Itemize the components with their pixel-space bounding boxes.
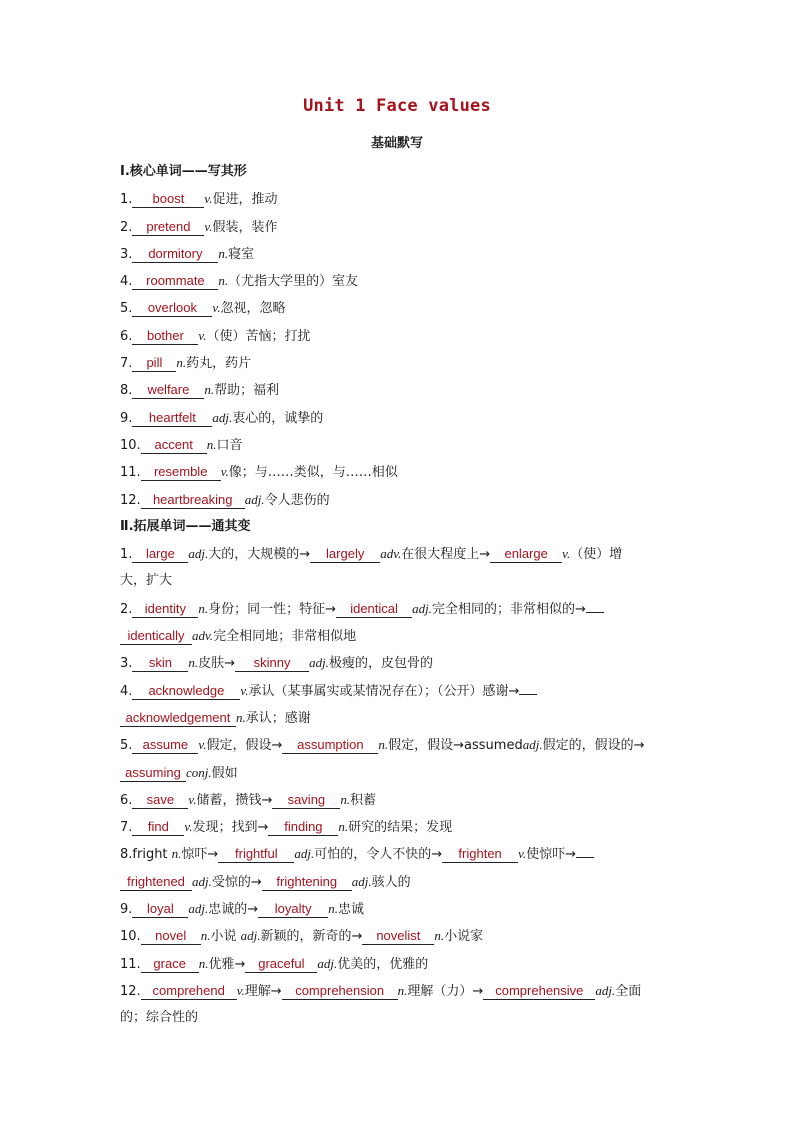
meaning: 皮肤→ [198,656,236,672]
answer-blank: roommate [132,273,218,290]
part-of-speech: adv. [380,546,402,562]
part-of-speech: v. [204,218,213,234]
core-word-item [120,213,680,240]
core-word-item [120,404,680,431]
extended-word-item [120,540,680,567]
answer-blank: frightful [218,846,294,863]
meaning: 小说家 [444,929,484,945]
extended-word-item [120,595,680,622]
part-of-speech: v. [188,791,197,807]
meaning: 完全相同的；非常相似的→ [431,601,586,617]
part-of-speech: n. [206,436,217,452]
answer-blank: frighten [442,846,518,863]
answer-blank: frightening [262,874,352,891]
item-number: 4. [120,683,133,699]
meaning: 像；与……类似，与……相似 [228,465,398,481]
answer-blank: identically [120,628,192,645]
item-number: 5. [120,301,133,317]
part-of-speech: v. [220,464,229,480]
answer-blank: finding [268,819,338,836]
part-of-speech: n. [200,928,211,944]
item-number: 7. [120,356,133,372]
extended-word-item-continued [120,622,680,649]
extended-word-item-continued [120,759,680,786]
item-number: 11. [120,465,141,481]
meaning: 承认；感谢 [245,710,311,726]
meaning: 促进，推动 [212,192,278,208]
meaning: 储蓄，攒钱→ [196,792,273,808]
answer-blank: accent [141,437,207,454]
meaning: 理解→ [244,983,282,999]
meaning: 假定的，假设的→ [542,738,645,754]
answer-blank: find [132,819,184,836]
meaning: 骇人的 [371,874,411,890]
extended-word-item-continued [120,868,680,895]
part-of-speech: n. [434,928,445,944]
part-of-speech: conj. [186,764,212,780]
answer-blank: acknowledgement [120,710,236,727]
answer-blank: heartfelt [132,410,212,427]
answer-blank: loyalty [258,901,328,918]
section-heading-core-words: Ⅰ.核心单词——写其形 [120,164,247,179]
part-of-speech: adj. [317,955,338,971]
answer-blank: novelist [362,928,434,945]
part-of-speech: n. [218,245,229,261]
page-title: Unit 1 Face values [303,96,491,116]
extended-word-item [120,977,680,1004]
part-of-speech: adj. [244,491,265,507]
part-of-speech: v. [518,846,527,862]
item-number: 11. [120,956,141,972]
answer-blank-start [576,857,594,858]
meaning: 优美的，优雅的 [337,956,429,972]
answer-blank: comprehend [141,983,237,1000]
meaning: 优雅→ [208,956,246,972]
meaning: 药丸，药片 [186,356,252,372]
part-of-speech: v. [236,982,245,998]
answer-blank: largely [310,546,380,563]
answer-blank: skin [132,655,188,672]
word-form: fright [132,847,168,863]
part-of-speech: adj. [595,982,616,998]
extended-word-item [120,786,680,813]
item-number: 1. [120,192,133,208]
core-word-item [120,486,680,513]
answer-blank: assumption [282,737,378,754]
meaning: 可怕的，令人不快的→ [314,847,443,863]
answer-blank: assume [132,737,198,754]
extended-word-item [120,895,680,922]
item-number: 9. [120,902,133,918]
answer-blank-start [586,612,604,613]
meaning: 身份；同一性；特征→ [208,601,337,617]
meaning: 发现；找到→ [192,820,269,836]
item-number: 3. [120,656,133,672]
part-of-speech: adj. [412,600,432,616]
part-of-speech: v. [562,546,571,562]
item-number: 8. [120,383,133,399]
answer-blank: identical [336,601,412,618]
meaning: 大的，大规模的→ [208,547,311,563]
answer-blank: pretend [132,219,204,236]
meaning: 假如 [211,765,238,781]
answer-blank: loyal [132,901,188,918]
answer-blank: enlarge [490,546,562,563]
item-number: 2. [120,219,133,235]
answer-blank: heartbreaking [141,492,245,509]
section-heading-extended-words: Ⅱ.拓展单词——通其变 [120,518,251,534]
core-word-item [120,240,680,267]
part-of-speech: n. [328,901,338,917]
answer-blank: boost [132,191,204,208]
part-of-speech: v. [184,819,193,835]
meaning: 忠诚的→ [208,902,259,918]
meaning: 使惊吓→ [526,847,577,863]
part-of-speech: n. [204,382,215,398]
meaning: 惊吓→ [181,847,219,863]
meaning: 衷心的，诚挚的 [232,410,324,426]
part-of-speech: n. [338,819,349,835]
item-number: 10. [120,437,141,453]
core-word-item [120,431,680,458]
extended-word-item [120,840,680,867]
part-of-speech: n. [176,355,187,371]
part-of-speech: n. [236,709,246,725]
extended-word-item [120,813,680,840]
part-of-speech: adj. [351,873,372,889]
meaning: 口音 [216,437,243,453]
meaning: 忽视，忽略 [220,301,286,317]
part-of-speech: adj. [188,901,209,917]
core-word-item [120,267,680,294]
meaning: 忠诚 [337,902,364,918]
part-of-speech: adj. [212,409,233,425]
meaning: 新颖的，新奇的→ [260,929,363,945]
part-of-speech: adj. [522,737,543,753]
meaning: 小说 [210,929,237,945]
answer-blank: resemble [141,464,221,481]
part-of-speech: n. [198,600,209,616]
meaning: 假定，假设→ [206,738,283,754]
meaning: 假定，假设→ [388,738,465,754]
item-number: 6. [120,328,133,344]
answer-blank: saving [272,792,340,809]
meaning: 全面 [615,983,642,999]
item-number: 3. [120,246,133,262]
answer-blank: large [132,546,188,563]
item-number: 6. [120,792,133,808]
meaning: 寝室 [228,246,255,262]
core-word-item [120,458,680,485]
item-number: 7. [120,820,133,836]
meaning: 帮助；福利 [214,383,280,399]
part-of-speech: n. [340,791,351,807]
part-of-speech: n. [218,273,229,289]
answer-blank: comprehension [282,983,398,1000]
meaning: 积蓄 [350,792,377,808]
meaning: 研究的结果；发现 [348,820,453,836]
meaning: 在很大程度上→ [401,547,491,563]
extended-word-item-continued: 的；综合性的 [120,1010,199,1026]
part-of-speech: adj. [240,928,261,944]
part-of-speech: v. [198,327,207,343]
answer-blank: novel [141,928,201,945]
extended-word-item-continued: 大，扩大 [120,573,173,589]
core-word-item [120,322,680,349]
meaning: （尤指大学里的）室友 [228,274,359,290]
answer-blank: pill [132,355,176,372]
page-subtitle: 基础默写 [370,136,423,151]
answer-blank: bother [132,328,198,345]
meaning: 假装，装作 [212,219,278,235]
answer-blank-start [519,694,537,695]
part-of-speech: n. [171,846,182,862]
meaning: 极瘦的，皮包骨的 [328,656,433,672]
item-number: 5. [120,738,133,754]
item-number: 10. [120,929,141,945]
item-number: 2. [120,601,133,617]
answer-blank: graceful [245,956,317,973]
answer-blank: welfare [132,382,204,399]
extended-word-item [120,950,680,977]
item-number: 9. [120,410,133,426]
answer-blank: identity [132,601,198,618]
answer-blank: comprehensive [483,983,595,1000]
item-number: 8. [120,847,133,863]
part-of-speech: adj. [309,655,329,671]
part-of-speech: v. [212,300,221,316]
answer-blank: frightened [120,874,192,891]
part-of-speech: adj. [294,846,315,862]
meaning: （使）增 [570,547,623,563]
item-number: 12. [120,492,141,508]
answer-blank: assuming [120,765,186,782]
item-number: 12. [120,983,141,999]
answer-blank: overlook [132,300,212,317]
core-word-item [120,294,680,321]
content [120,158,680,1032]
extended-word-item [120,649,680,676]
item-number: 1. [120,547,133,563]
meaning: 受惊的→ [211,874,262,890]
part-of-speech: adv. [192,628,214,644]
extended-word-item [120,677,680,704]
part-of-speech: v. [198,737,207,753]
part-of-speech: adj. [192,873,212,889]
part-of-speech: n. [378,737,389,753]
answer-blank: grace [141,956,199,973]
part-of-speech: n. [188,655,199,671]
extended-word-item [120,731,680,758]
meaning: 理解（力）→ [407,983,484,999]
meaning: 令人悲伤的 [264,492,330,508]
answer-blank: acknowledge [132,683,240,700]
meaning: （使）苦恼；打扰 [206,328,311,344]
meaning: 承认（某事属实或某情况存在）；（公开）感谢→ [248,683,520,699]
extended-word-item [120,922,680,949]
meaning: 完全相同地；非常相似地 [213,629,357,645]
answer-blank: dormitory [132,246,218,263]
part-of-speech: n. [397,982,408,998]
part-of-speech: v. [204,191,213,207]
word-form: assumed [464,738,523,754]
item-number: 4. [120,274,133,290]
core-word-item [120,376,680,403]
core-word-item [120,349,680,376]
part-of-speech: v. [240,682,249,698]
extended-word-item-continued [120,704,680,731]
part-of-speech: n. [198,955,209,971]
core-word-item [120,185,680,212]
part-of-speech: adj. [188,546,209,562]
answer-blank: save [132,792,188,809]
answer-blank: skinny [235,655,309,672]
